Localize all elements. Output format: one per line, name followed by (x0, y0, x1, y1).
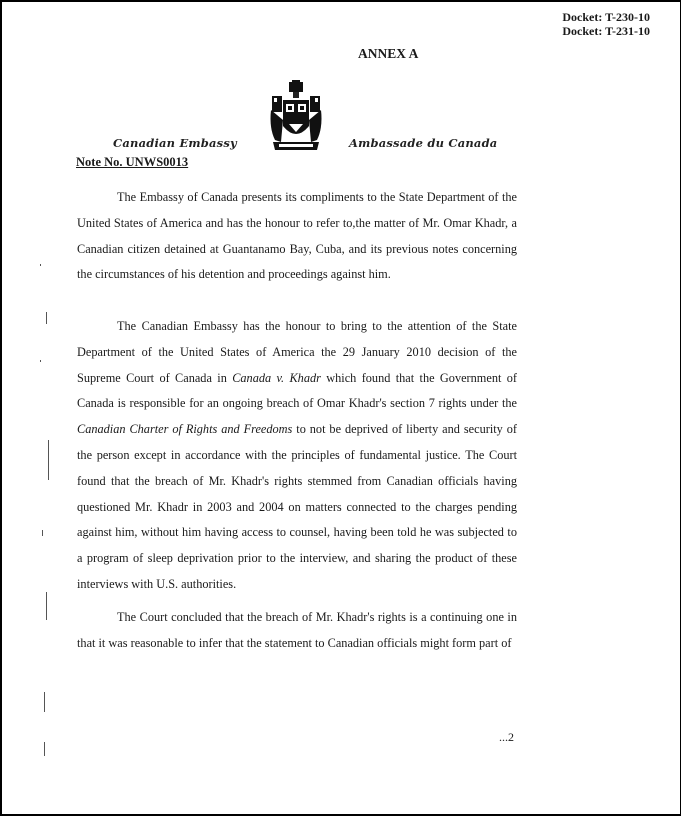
annex-title: ANNEX A (358, 46, 419, 61)
docket-line: Docket: T-230-10 (562, 10, 650, 24)
scan-speck (42, 530, 43, 536)
coat-of-arms-icon (267, 80, 325, 152)
embassy-name-french: Ambassade du Canada (349, 136, 498, 150)
note-number: Note No. UNWS0013 (76, 155, 189, 169)
page-continuation: ...2 (499, 730, 514, 744)
paragraph-text: which found that the Government of Canada is responsible for an ongoing breach of Omar Khadr's section 7 rights under the (77, 370, 517, 411)
scan-speck (46, 592, 47, 620)
scan-speck (48, 440, 49, 480)
scan-speck (40, 360, 41, 362)
charter-title: Canadian Charter of Rights and Freedoms (77, 422, 293, 437)
paragraph-text: The Canadian Embassy has the honour to bring to the attention of the State Department of the United States of America the 29 January 2010 decision of the Supreme Court of Canada in (77, 319, 517, 385)
paragraph (77, 605, 517, 657)
case-citation: Canada v. Khadr (232, 370, 321, 385)
scan-speck (44, 742, 45, 756)
scan-speck (44, 692, 45, 712)
paragraph (77, 185, 517, 288)
scan-speck (46, 312, 47, 324)
paragraph (77, 314, 517, 598)
embassy-name-english: Canadian Embassy (113, 136, 237, 150)
paragraph-text: to not be deprived of liberty and security of the person except in accordance with the principles of fundamental justice. The Court found that the breach of Mr. Khadr's rights stemmed from Canadian officials having questioned Mr. Khadr in 2003 and 2004 on matters connected to the charges pending against him, without him having access to counsel, having been told he was subjected to a program of sleep deprivation prior to the interview, and sharing the product of these interviews with U.S. authorities. (77, 422, 517, 591)
scan-speck (40, 264, 41, 266)
docket-line: Docket: T-231-10 (562, 24, 650, 38)
paragraph-text: The Court concluded that the breach of Mr. Khadr's rights is a continuing one in that it was reasonable to infer that the statement to Canadian officials might form part of (77, 610, 517, 650)
paragraph-text: The Embassy of Canada presents its compliments to the State Department of the United States of America and has the honour to refer to,the matter of Mr. Omar Khadr, a Canadian citizen detained at Guantanamo Bay, Cuba, and its previous notes concerning the circumstances of his detention and proceedings against him. (77, 190, 517, 282)
docket-numbers (562, 10, 650, 38)
